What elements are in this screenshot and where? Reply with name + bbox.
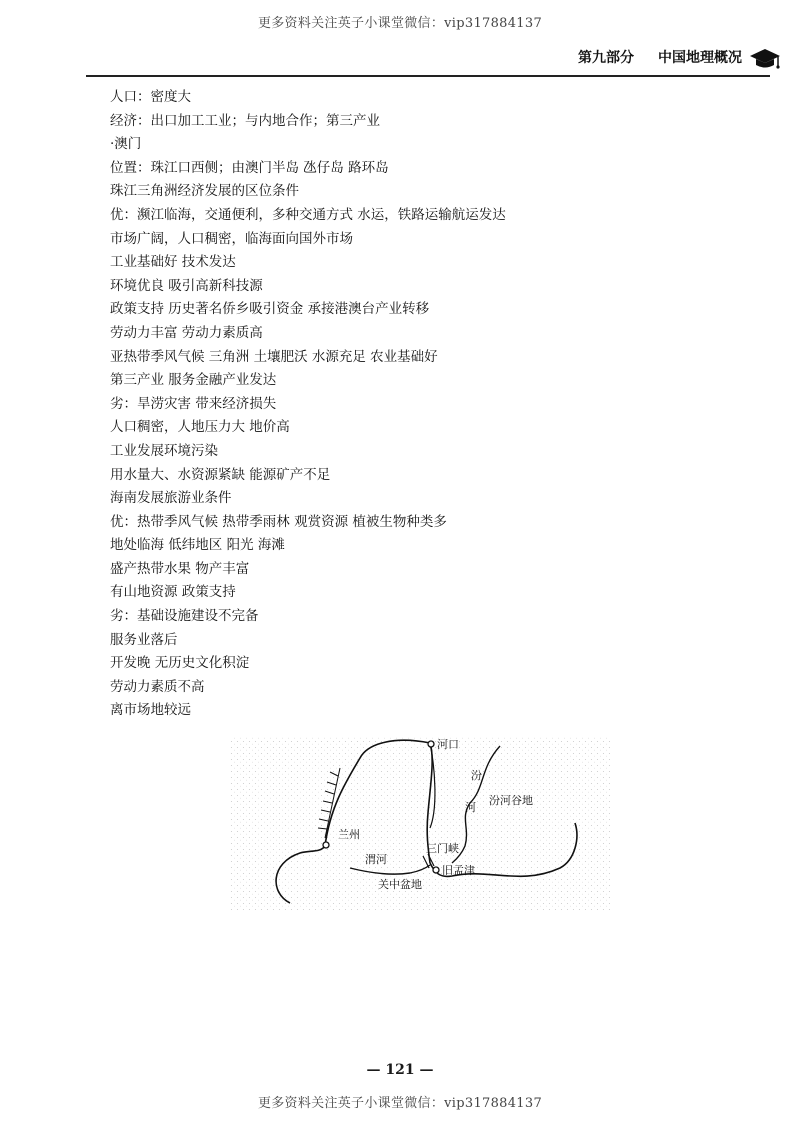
page-header xyxy=(578,44,782,70)
text-line: 劣：基础设施建设不完备 xyxy=(110,608,259,625)
header-chapter: 中国地理概况 xyxy=(658,50,742,66)
label-he: 河 xyxy=(465,801,476,814)
label-fen: 汾 xyxy=(471,769,482,782)
text-line: 盛产热带水果 物产丰富 xyxy=(110,560,250,577)
text-line: 优：热带季风气候 热带季雨林 观赏资源 植被生物种类多 xyxy=(110,513,447,530)
map-figure xyxy=(230,728,610,913)
text-line: 劣：旱涝灾害 带来经济损失 xyxy=(110,395,277,412)
text-line: 环境优良 吸引高新科技源 xyxy=(110,277,263,294)
label-jiumengjin: 旧孟津 xyxy=(442,864,475,877)
text-line: 离市场地较远 xyxy=(110,702,191,719)
text-line: 工业发展环境污染 xyxy=(110,442,218,459)
text-line: 劳动力丰富 劳动力素质高 xyxy=(110,324,263,341)
label-fenhe-valley: 汾河谷地 xyxy=(489,794,533,807)
text-line: 人口：密度大 xyxy=(110,89,191,105)
text-line: 珠江三角洲经济发展的区位条件 xyxy=(110,183,299,200)
text-line: 优：濒江临海，交通便利，多种交通方式 水运，铁路运输航运发达 xyxy=(110,206,506,223)
bottom-watermark: 更多资料关注英子小课堂微信：vip317884137 xyxy=(257,1096,543,1111)
text-line: 海南发展旅游业条件 xyxy=(110,490,232,507)
page-number: — 121 — xyxy=(366,1062,434,1078)
content-body xyxy=(110,86,710,723)
yellow-river-map xyxy=(230,728,610,913)
label-guanzhong: 关中盆地 xyxy=(378,878,422,891)
text-line: 人口稠密，人地压力大 地价高 xyxy=(110,419,290,436)
header-part: 第九部分 xyxy=(578,50,634,66)
text-line: 劳动力素质不高 xyxy=(110,678,205,695)
text-line: ·澳门 xyxy=(110,136,142,153)
graduation-cap-icon xyxy=(748,44,782,70)
text-line: 亚热带季风气候 三角洲 土壤肥沃 水源充足 农业基础好 xyxy=(110,348,438,365)
lanzhou-marker xyxy=(323,842,329,848)
text-line: 开发晚 无历史文化积淀 xyxy=(110,655,250,672)
jiumengjin-marker xyxy=(433,867,439,873)
label-sanmenxia: 三门峡 xyxy=(426,842,459,855)
text-line: 第三产业 服务金融产业发达 xyxy=(110,372,277,389)
text-line: 政策支持 历史著名侨乡吸引资金 承接港澳台产业转移 xyxy=(110,301,430,318)
text-line: 地处临海 低纬地区 阳光 海滩 xyxy=(110,537,285,554)
label-hekou: 河口 xyxy=(437,738,459,751)
hekou-marker xyxy=(428,741,434,747)
text-line: 市场广阔，人口稠密，临海面向国外市场 xyxy=(110,230,353,247)
text-line: 经济：出口加工工业；与内地合作；第三产业 xyxy=(110,112,380,129)
text-line: 工业基础好 技术发达 xyxy=(110,254,236,271)
text-line: 用水量大、水资源紧缺 能源矿产不足 xyxy=(110,466,331,483)
header-rule xyxy=(86,75,770,77)
label-weihe: 渭河 xyxy=(365,853,387,866)
text-line: 有山地资源 政策支持 xyxy=(110,584,236,601)
text-line: 服务业落后 xyxy=(110,631,178,648)
label-lanzhou: 兰州 xyxy=(338,828,360,841)
text-line: 位置：珠江口西侧；由澳门半岛 氹仔岛 路环岛 xyxy=(110,159,389,176)
top-watermark: 更多资料关注英子小课堂微信：vip317884137 xyxy=(257,16,543,31)
